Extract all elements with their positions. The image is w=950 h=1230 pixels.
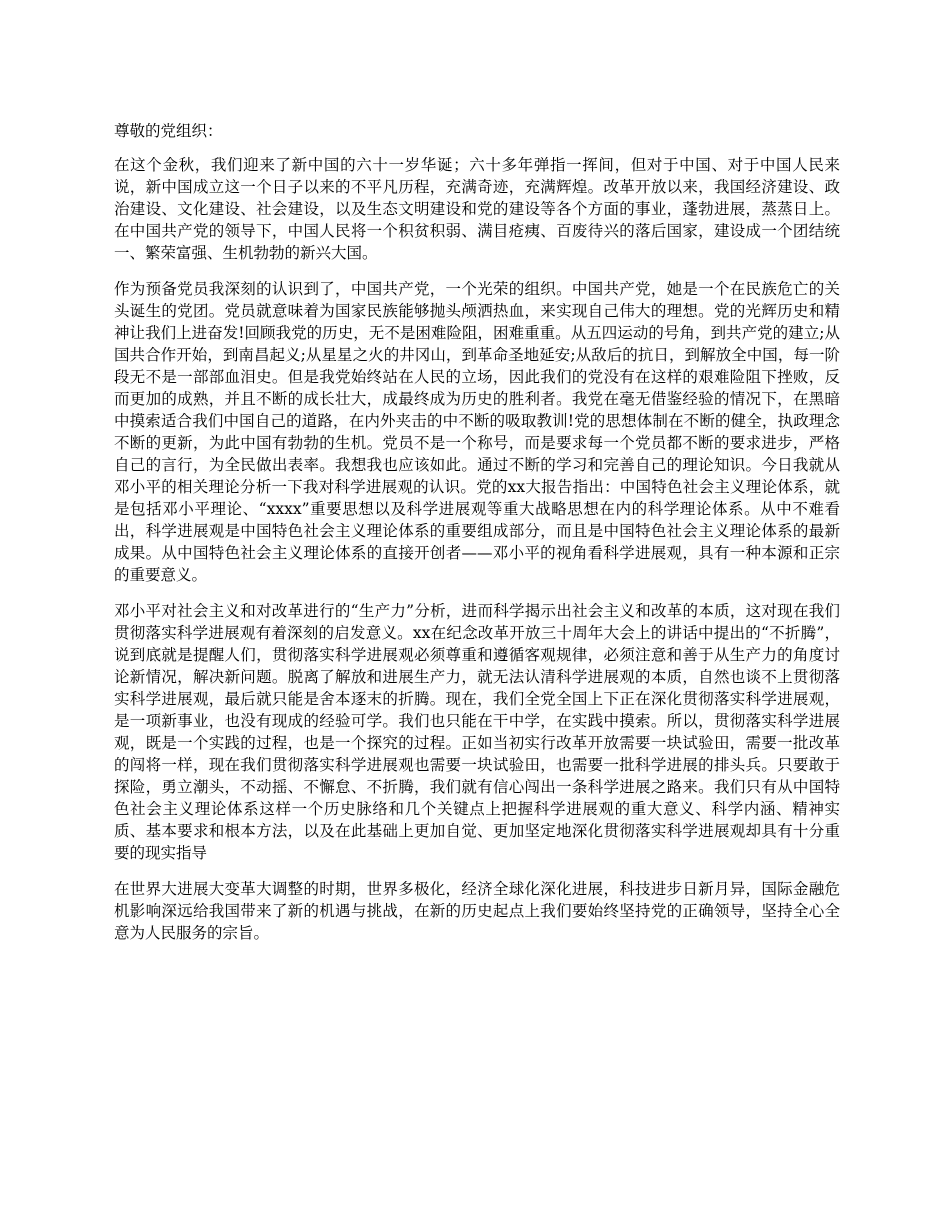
document-body xyxy=(114,120,840,958)
paragraph-2: 作为预备党员我深刻的认识到了，中国共产党，一个光荣的组织。中国共产党，她是一个在民族危亡的关头诞生的党团。党员就意味着为国家民族能够抛头颅洒热血，来实现自己伟大的理想。党的光辉历史和精神让我们上进奋发!回顾我党的历史，无不是困难险阻，困难重重。从五四运动的号角，到共产党的建立;从国共合作开始，到南昌起义;从星星之火的井冈山，到革命圣地延安;从敌后的抗日，到解放全中国，每一阶段无不是一部部血泪史。但是我党始终站在人民的立场，因此我们的党没有在这样的艰难险阻下挫败，反而更加的成熟，并且不断的成长壮大，成最终成为历史的胜利者。我党在毫无借鉴经验的情况下，在黑暗中摸索适合我们中国自己的道路，在内外夹击的中不断的吸取教训!党的思想体制在不断的健全，执政理念不断的更新，为此中国有勃勃的生机。党员不是一个称号，而是要求每一个党员都不断的要求进步，严格自己的言行，为全民做出表率。我想我也应该如此。通过不断的学习和完善自己的理论知识。今日我就从邓小平的相关理论分析一下我对科学进展观的认识。党的xx大报告指出：中国特色社会主义理论体系，就是包括邓小平理论、“xxxx”重要思想以及科学进展观等重大战略思想在内的科学理论体系。从中不难看出，科学进展观是中国特色社会主义理论体系的重要组成部分，而且是中国特色社会主义理论体系的最新成果。从中国特色社会主义理论体系的直接开创者——邓小平的视角看科学进展观，具有一种本源和正宗的重要意义。 xyxy=(114,280,840,584)
paragraph-3: 邓小平对社会主义和对改革进行的“生产力”分析，进而科学揭示出社会主义和改革的本质，这对现在我们贯彻落实科学进展观有着深刻的启发意义。xx在纪念改革开放三十周年大会上的讲话中提出的“不折腾”，说到底就是提醒人们，贯彻落实科学进展观必须尊重和遵循客观规律，必须注意和善于从生产力的角度讨论新情况，解决新问题。脱离了解放和进展生产力，就无法认清科学进展观的本质，自然也谈不上贯彻落实科学进展观，最后就只能是舍本逐末的折腾。现在，我们全党全国上下正在深化贯彻落实科学进展观，是一项新事业，也没有现成的经验可学。我们也只能在干中学，在实践中摸索。所以，贯彻落实科学进展观，既是一个实践的过程，也是一个探究的过程。正如当初实行改革开放需要一块试验田，需要一批改革的闯将一样，现在我们贯彻落实科学进展观也需要一块试验田，也需要一批科学进展的排头兵。只要敢于探险，勇立潮头，不动摇、不懈怠、不折腾，我们就有信心闯出一条科学进展之路来。我们只有从中国特色社会主义理论体系这样一个历史脉络和几个关键点上把握科学进展观的重大意义、科学内涵、精神实质、基本要求和根本方法，以及在此基础上更加自觉、更加坚定地深化贯彻落实科学进展观却具有十分重要的现实指导 xyxy=(114,602,840,862)
paragraph-4: 在世界大进展大变革大调整的时期，世界多极化，经济全球化深化进展，科技进步日新月异，国际金融危机影响深远给我国带来了新的机遇与挑战，在新的历史起点上我们要始终坚持党的正确领导，坚持全心全意为人民服务的宗旨。 xyxy=(114,880,840,942)
salutation: 尊敬的党组织： xyxy=(114,122,223,140)
paragraph-1: 在这个金秋，我们迎来了新中国的六十一岁华诞；六十多年弹指一挥间，但对于中国、对于中国人民来说，新中国成立这一个日子以来的不平凡历程，充满奇迹，充满辉煌。改革开放以来，我国经济建设、政治建设、文化建设、社会建设，以及生态文明建设和党的建设等各个方面的事业，蓬勃进展，蒸蒸日上。在中国共产党的领导下，中国人民将一个积贫积弱、满目疮痍、百废待兴的落后国家，建设成一个团结统一、繁荣富强、生机勃勃的新兴大国。 xyxy=(114,156,840,262)
